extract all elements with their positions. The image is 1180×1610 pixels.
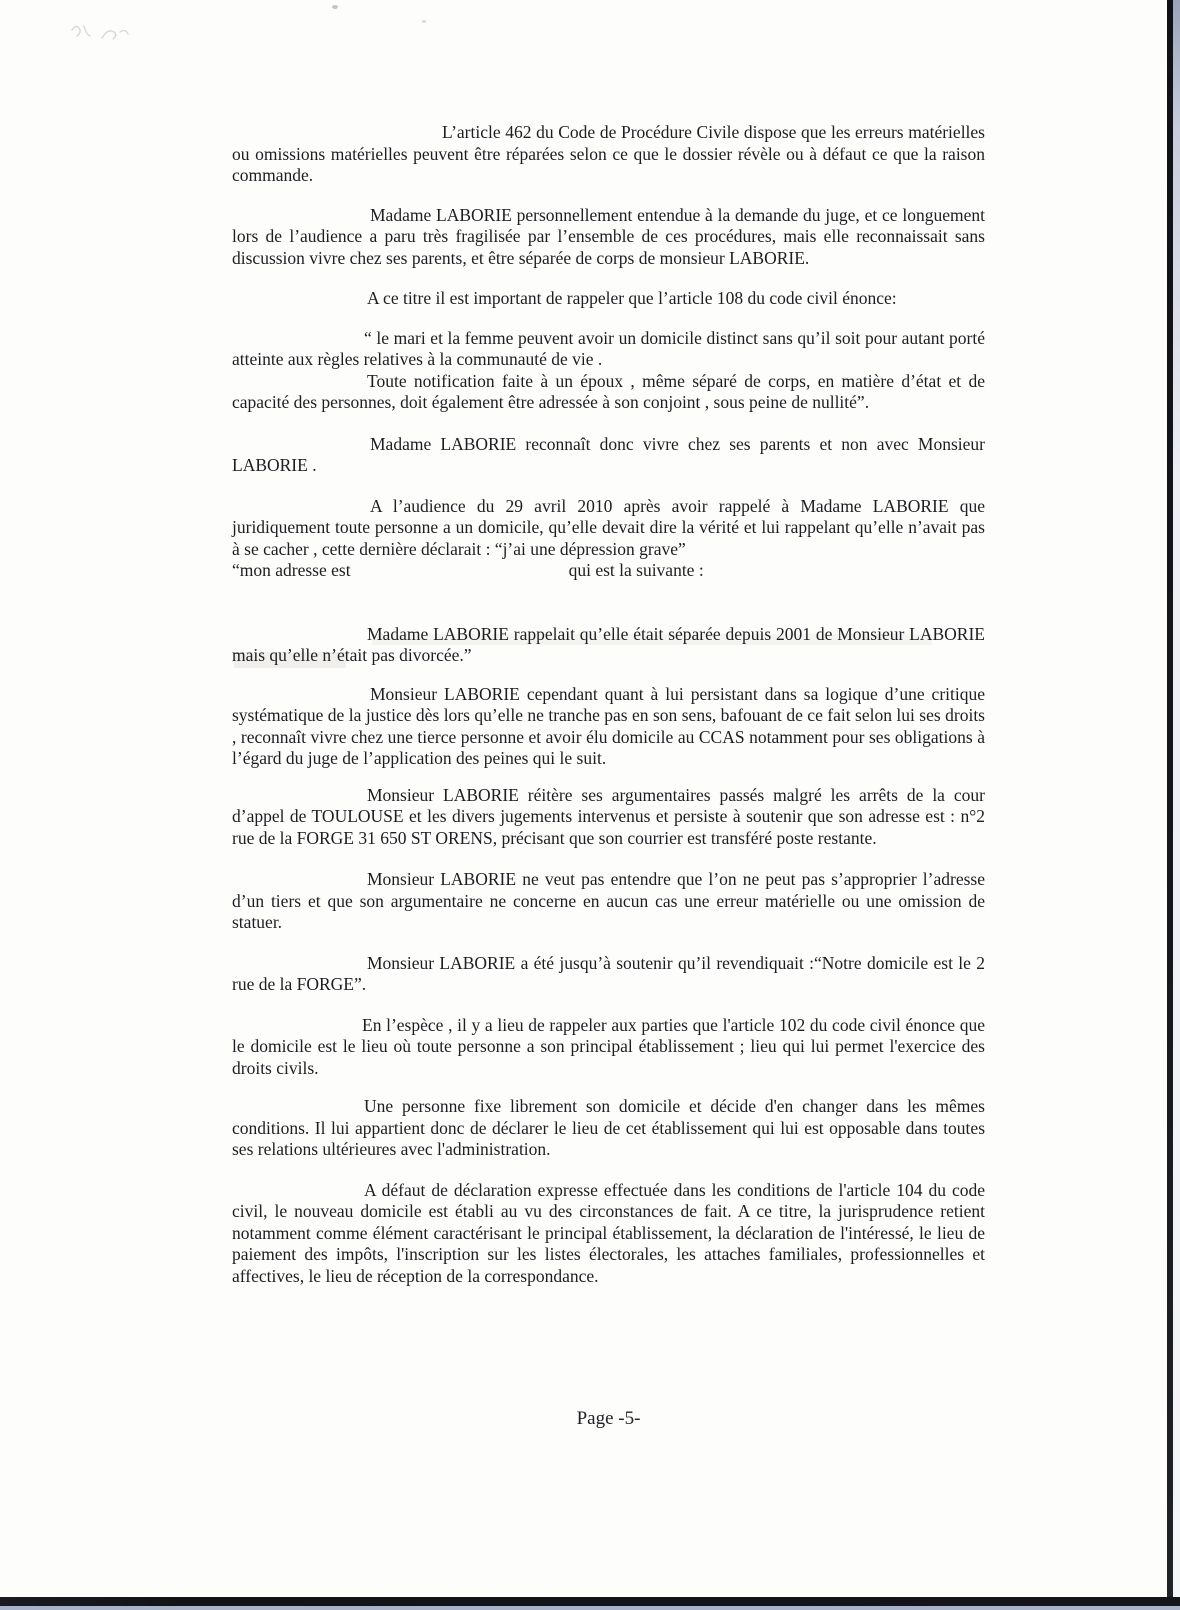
paragraph: Madame LABORIE reconnaît donc vivre chez ses parents et non avec Monsieur LABORIE . xyxy=(232,433,985,475)
scan-speck xyxy=(422,20,426,23)
scan-border-right xyxy=(1167,0,1173,1601)
paragraph: Madame LABORIE rappelait qu’elle était séparée depuis 2001 de Monsieur LABORIE mais qu’elle n’était pas divorcée.” xyxy=(232,623,985,665)
paragraph: A l’audience du 29 avril 2010 après avoir rappelé à Madame LABORIE que juridiquement toute personne a un domicile, qu’elle devait dire la vérité et lui rappelant qu’elle n’avait pas à se cacher , cette dernière déclarait : “j’ai une dépression grave” xyxy=(232,495,985,559)
paragraph: L’article 462 du Code de Procédure Civile dispose que les erreurs matérielles ou omissions matérielles peuvent être réparées selon ce que le dossier révèle ou à défaut ce que la raison commande. xyxy=(232,122,985,185)
pencil-marks xyxy=(68,16,178,52)
address-line-prefix: “mon adresse est xyxy=(232,560,351,580)
paragraph: Monsieur LABORIE réitère ses argumentaires passés malgré les arrêts de la cour d’appel de TOULOUSE et les divers jugements intervenus et persiste à soutenir que son adresse est : n°2 rue de la FORGE 31 650 ST ORENS, précisant que son courrier est transféré poste restante. xyxy=(232,784,985,848)
paragraph: Une personne fixe librement son domicile et décide d'en changer dans les mêmes conditions. Il lui appartient donc de déclarer le lieu de cet établissement qui lui est opposable dans toutes ses relations ultérieures avec l'administration. xyxy=(232,1096,985,1159)
redacted-address-gap xyxy=(351,575,569,576)
paragraph: Toute notification faite à un époux , même séparé de corps, en matière d’état et de capacité des personnes, doit également être adressée à son conjoint , sous peine de nullité”. xyxy=(232,370,985,412)
paragraph: Monsieur LABORIE ne veut pas entendre que l’on ne peut pas s’approprier l’adresse d’un tiers et que son argumentaire ne concerne en aucun cas une erreur matérielle ou une omission de statuer. xyxy=(232,869,985,932)
scan-speck xyxy=(332,5,338,9)
page-number: Page -5- xyxy=(576,1408,641,1429)
paragraph: Monsieur LABORIE a été jusqu’à soutenir qu’il revendiquait :“Notre domicile est le 2 rue de la FORGE”. xyxy=(232,952,985,994)
paragraph: Madame LABORIE personnellement entendue à la demande du juge, et ce longuement lors de l’audience a paru très fragilisée par l’ensemble de ces procédures, mais elle reconnaissait sans discussion vivre chez ses parents, et être séparée de corps de monsieur LABORIE. xyxy=(232,204,985,268)
paragraph: Monsieur LABORIE cependant quant à lui persistant dans sa logique d’une critique systématique de la justice dès lors qu’elle ne tranche pas en son sens, bafouant de ce fait selon lui ses droits , reconnaît vivre chez une tierce personne et avoir élu domicile au CCAS notamment pour ses obligations à l’égard du juge de l’application des peines qui le suit. xyxy=(232,683,985,768)
paragraph: A défaut de déclaration expresse effectuée dans les conditions de l'article 104 du code civil, le nouveau domicile est établi au vu des circonstances de fait. A ce titre, la jurisprudence retient notamment comme élément caractérisant le principal établissement, la déclaration de l'intéressé, le lieu de paiement des impôts, l'inscription sur les listes électorales, les attaches familiales, professionnelles et affectives, le lieu de réception de la correspondance. xyxy=(232,1179,985,1286)
scan-border-bottom xyxy=(0,1597,1180,1606)
paragraph: A ce titre il est important de rappeler que l’article 108 du code civil énonce: xyxy=(367,288,897,308)
scan-edge-strip-right xyxy=(1173,0,1180,1601)
paragraph: En l’espèce , il y a lieu de rappeler aux parties que l'article 102 du code civil énonce que le domicile est le lieu où toute personne a son principal établissement ; lieu qui lui permet l'exercice des droits civils. xyxy=(232,1014,985,1078)
paragraph: “ le mari et la femme peuvent avoir un domicile distinct sans qu’il soit pour autant porté atteinte aux règles relatives à la communauté de vie . xyxy=(232,327,985,369)
document-body xyxy=(232,122,985,1287)
address-line xyxy=(232,560,985,582)
scan-edge-strip-bottom xyxy=(0,1606,1180,1610)
address-line-suffix: qui est la suivante : xyxy=(568,560,704,580)
